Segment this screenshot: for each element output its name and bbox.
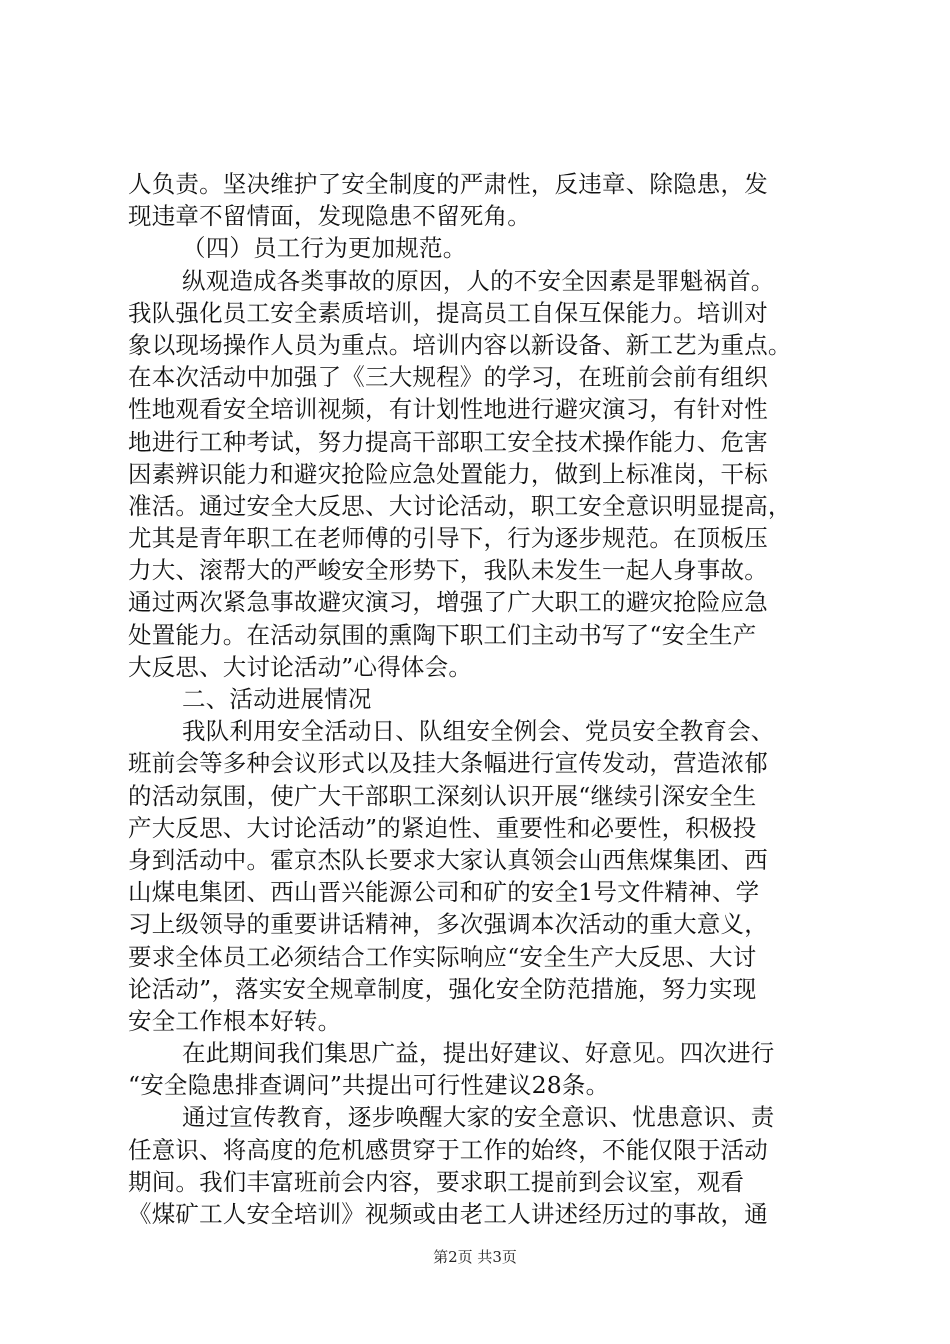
text-line: 在此期间我们集思广益，提出好建议、好意见。四次进行 [182,1039,775,1068]
text-line: 的活动氛围，使广大干部职工深刻认识开展“继续引深安全生 [128,781,757,810]
text-line: 地进行工种考试，努力提高干部职工安全技术操作能力、危害 [128,427,768,456]
text-line: 我队利用安全活动日、队组安全例会、党员安全教育会、 [182,717,775,746]
document-body [128,168,864,1230]
text-line: 处置能力。在活动氛围的熏陶下职工们主动书写了“安全生产 [128,620,757,649]
text-line: 习上级领导的重要讲话精神，多次强调本次活动的重大意义， [128,910,768,939]
text-line: 尤其是青年职工在老师傅的引导下，行为逐步规范。在顶板压 [128,524,768,553]
text-line: 纵观造成各类事故的原因，人的不安全因素是罪魁祸首。 [182,266,775,295]
text-line: 性地观看安全培训视频，有计划性地进行避灾演习，有针对性 [128,395,768,424]
text-line: 通过宣传教育，逐步唤醒大家的安全意识、忧患意识、责 [182,1103,775,1132]
text-line: 产大反思、大讨论活动”的紧迫性、重要性和必要性，积极投 [128,813,757,842]
text-line: 人负责。坚决维护了安全制度的严肃性，反违章、除隐患，发 [128,170,768,198]
text-line: 力大、滚帮大的严峻安全形势下，我队未发生一起人身事故。 [128,556,768,585]
text-line: 通过两次紧急事故避灾演习，增强了广大职工的避灾抢险应急 [128,588,768,617]
section-heading: （四）员工行为更加规范。 [182,234,467,263]
text-line: “安全隐患排查调问”共提出可行性建议28条。 [128,1071,610,1100]
text-line: 现违章不留情面，发现隐患不留死角。 [128,202,531,231]
text-line: 象以现场操作人员为重点。培训内容以新设备、新工艺为重点。 [128,330,792,359]
section-heading: 二、活动进展情况 [182,685,372,713]
text-line: 身到活动中。霍京杰队长要求大家认真领会山西焦煤集团、西 [128,845,768,874]
text-line: 因素辨识能力和避灾抢险应急处置能力，做到上标准岗，干标 [128,459,768,488]
text-line: 论活动”，落实安全规章制度，强化安全防范措施，努力实现 [128,974,757,1003]
text-line: 大反思、大讨论活动”心得体会。 [128,652,473,681]
text-line: 山煤电集团、西山晋兴能源公司和矿的安全1号文件精神、学 [128,878,760,907]
text-line: 任意识、将高度的危机感贯穿于工作的始终，不能仅限于活动 [128,1135,768,1164]
text-line: 安全工作根本好转。 [128,1006,342,1035]
text-line: 在本次活动中加强了《三大规程》的学习，在班前会前有组织 [128,363,768,392]
text-line: 期间。我们丰富班前会内容，要求职工提前到会议室，观看 [128,1167,745,1196]
text-line: 准活。通过安全大反思、大讨论活动，职工安全意识明显提高， [128,491,792,520]
text-line: 《煤矿工人安全培训》视频或由老工人讲述经历过的事故，通 [128,1200,768,1228]
text-line: 班前会等多种会议形式以及挂大条幅进行宣传发动，营造浓郁 [128,749,768,778]
text-line: 我队强化员工安全素质培训，提高员工自保互保能力。培训对 [128,298,768,327]
text-line: 要求全体员工必须结合工作实际响应“安全生产大反思、大讨 [128,942,757,971]
page-number-footer: 第2页 共3页 [433,1248,517,1266]
